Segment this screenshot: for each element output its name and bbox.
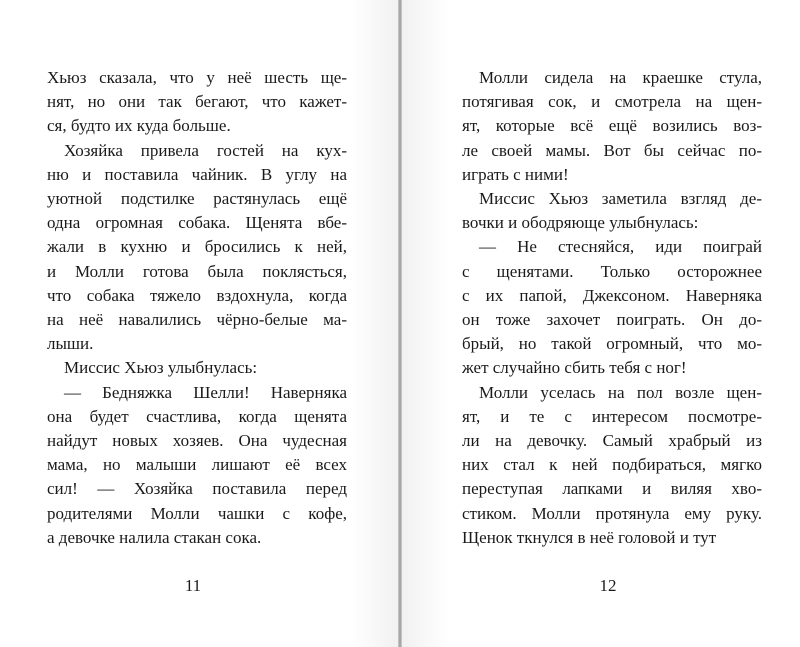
- text-line: сил! — Хозяйка поставила перед: [47, 479, 347, 499]
- left-page-number: 11: [184, 576, 202, 595]
- right-page-number: 12: [599, 576, 617, 595]
- paragraph: [47, 381, 347, 550]
- text-line: вочки и ободряюще улыбнулась:: [462, 213, 699, 233]
- text-line: уютной подстилке растянулась ещё: [47, 189, 347, 209]
- right-page-text: [462, 66, 762, 550]
- text-line: ят, которые всё ещё возились воз-: [462, 116, 762, 136]
- paragraph: [47, 356, 347, 380]
- text-line: родителями Молли чашки с кофе,: [47, 503, 347, 523]
- text-line: Хозяйка привела гостей на кух-: [64, 140, 347, 160]
- text-line: Хьюз сказала, что у неё шесть ще-: [47, 68, 347, 87]
- text-line: он тоже захочет поиграть. Он до-: [462, 310, 762, 330]
- text-line: с их папой, Джексоном. Наверняка: [462, 285, 762, 305]
- text-line: ню и поставила чайник. В углу на: [47, 164, 347, 184]
- left-page-text: [47, 66, 347, 550]
- paragraph: [462, 235, 762, 380]
- text-line: ле своей мамы. Вот бы сейчас по-: [462, 140, 762, 160]
- paragraph: [462, 381, 762, 550]
- text-line: них стал к ней подбираться, мягко: [462, 455, 762, 475]
- text-line: Молли сидела на краешке стула,: [479, 68, 762, 87]
- text-line: ся, будто их куда больше.: [47, 116, 231, 136]
- text-line: ли на девочку. Самый храбрый из: [462, 431, 762, 451]
- text-line: на неё навалились чёрно-белые ма-: [47, 310, 347, 330]
- text-line: Миссис Хьюз улыбнулась:: [64, 358, 258, 378]
- paragraph: [47, 66, 347, 139]
- text-line: а девочке налила стакан сока.: [47, 527, 262, 547]
- text-line: — Бедняжка Шелли! Наверняка: [64, 382, 347, 402]
- text-line: она будет счастлива, когда щенята: [47, 406, 347, 426]
- text-line: что собака тяжело вздохнула, когда: [47, 285, 347, 305]
- text-line: Молли уселась на пол возле щен-: [479, 382, 762, 402]
- text-line: жали в кухню и бросились к ней,: [47, 237, 347, 257]
- text-line: жет случайно сбить тебя с ног!: [462, 358, 687, 378]
- text-line: найдут новых хозяев. Она чудесная: [47, 431, 347, 451]
- text-line: — Не стесняйся, иди поиграй: [479, 237, 762, 257]
- paragraph: [462, 187, 762, 235]
- text-line: и Молли готова была поклясться,: [47, 261, 347, 281]
- text-line: переступая лапками и виляя хво-: [462, 479, 762, 499]
- text-line: Щенок ткнулся в неё головой и тут: [462, 527, 717, 547]
- text-line: нят, но они так бегают, что кажет-: [47, 92, 347, 112]
- text-line: мама, но малыши лишают её всех: [47, 455, 347, 475]
- text-line: одна огромная собака. Щенята вбе-: [47, 213, 347, 233]
- paragraph: [462, 66, 762, 187]
- text-line: лыши.: [47, 334, 94, 354]
- text-line: ят, и те с интересом посмотре-: [462, 406, 762, 426]
- text-line: брый, но такой огромный, что мо-: [462, 334, 762, 354]
- text-line: играть с ними!: [462, 164, 569, 184]
- text-line: Миссис Хьюз заметила взгляд де-: [479, 189, 762, 209]
- paragraph: [47, 139, 347, 357]
- text-line: стиком. Молли протянула ему руку.: [462, 503, 762, 523]
- text-line: потягивая сок, и смотрела на щен-: [462, 92, 762, 112]
- text-line: с щенятами. Только осторожнее: [462, 261, 762, 281]
